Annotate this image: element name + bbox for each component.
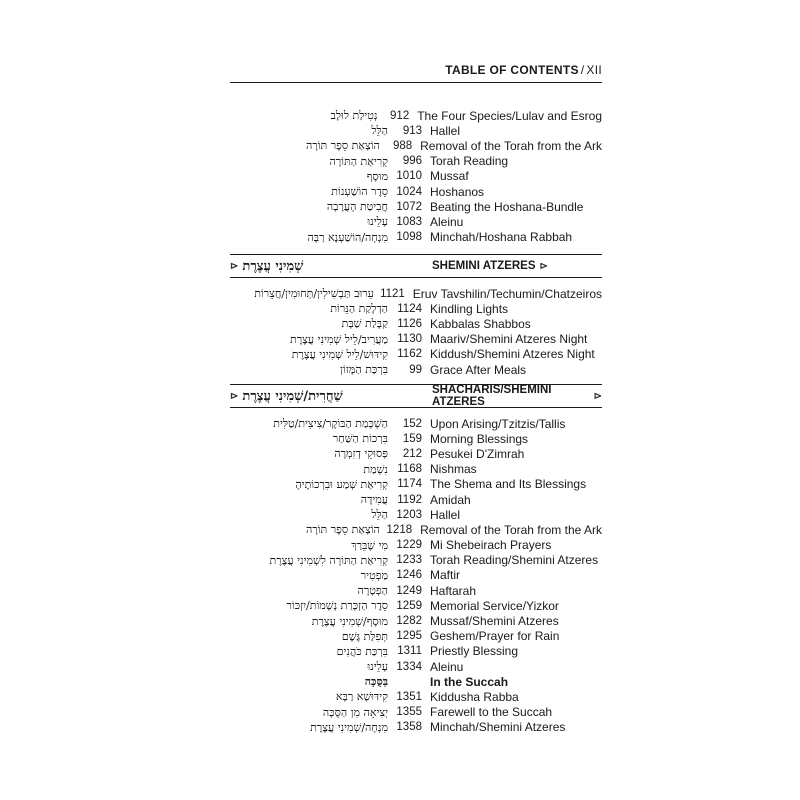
toc-block-shemini-atzeres-night bbox=[230, 286, 602, 377]
entry-english-title: Mussaf bbox=[430, 169, 469, 184]
entry-english-title: Hallel bbox=[430, 123, 461, 138]
section-header-shemini-atzeres bbox=[230, 254, 602, 278]
entry-page-number: 1124 bbox=[397, 302, 422, 315]
toc-entry bbox=[230, 659, 602, 674]
entry-english-title: Upon Arising/Tzitzis/Tallis bbox=[430, 416, 566, 431]
entry-hebrew-title: עֲמִידָה bbox=[360, 493, 388, 507]
entry-english-title: Torah Reading bbox=[430, 154, 509, 169]
entry-page-number: 996 bbox=[402, 155, 422, 168]
toc-entry bbox=[230, 431, 602, 446]
entry-page-number: 988 bbox=[392, 139, 413, 152]
toc-entry bbox=[230, 629, 602, 644]
section-english-text: SHEMINI ATZERES bbox=[432, 260, 536, 272]
toc-entry bbox=[230, 568, 602, 583]
entry-english-title: Memorial Service/Yizkor bbox=[430, 598, 559, 613]
entry-hebrew-title: עָלֵינוּ bbox=[367, 215, 388, 229]
entry-page-number: 1072 bbox=[396, 200, 422, 213]
entry-english-title: Kiddusha Rabba bbox=[430, 689, 519, 704]
entry-english-title: Mi Shebeirach Prayers bbox=[430, 538, 552, 553]
section-hebrew-title bbox=[230, 258, 410, 274]
entry-hebrew-title: בִּרְכַּת הַמָּזוֹן bbox=[340, 363, 388, 377]
entry-hebrew-title: סֵדֶר הוֹשַׁעְנוֹת bbox=[331, 185, 388, 199]
entry-english-title: Geshem/Prayer for Rain bbox=[430, 629, 560, 644]
toc-entry bbox=[230, 316, 602, 331]
entry-english-title: Aleinu bbox=[430, 214, 464, 229]
entry-page-number: 1295 bbox=[396, 630, 422, 643]
toc-entry bbox=[230, 613, 602, 628]
section-hebrew-title bbox=[230, 388, 410, 404]
entry-page-number: 1203 bbox=[396, 508, 422, 521]
entry-page-number: 1192 bbox=[397, 493, 422, 506]
toc-entry bbox=[230, 583, 602, 598]
entry-hebrew-title: חֲבִיטַת הָעֲרָבָה bbox=[326, 200, 388, 214]
entry-english-title: Torah Reading/Shemini Atzeres bbox=[430, 553, 599, 568]
entry-hebrew-title: מוּסָף/שְׁמִינִי עֲצֶרֶת bbox=[311, 614, 388, 628]
entry-page-number: 1218 bbox=[386, 523, 413, 536]
toc-entry bbox=[230, 522, 602, 537]
entry-page-number: 1168 bbox=[397, 463, 422, 476]
entry-page-number: 1130 bbox=[397, 333, 422, 346]
entry-hebrew-title: סֵדֶר הַזְכָּרַת נְשָׁמוֹת/יִזְכּוֹר bbox=[286, 599, 388, 613]
entry-english-title: Haftarah bbox=[430, 583, 477, 598]
ornament-icon: ⊳ bbox=[593, 390, 602, 402]
entry-page-number: 1083 bbox=[396, 215, 422, 228]
entry-page-number: 1311 bbox=[397, 645, 422, 658]
entry-hebrew-title: הוֹצָאַת סֵפֶר תּוֹרָה bbox=[305, 523, 380, 537]
entry-hebrew-title: מִנְחָה/הוֹשַׁעְנָא רַבָּה bbox=[307, 230, 388, 244]
entry-english-title: Minchah/Shemini Atzeres bbox=[430, 720, 566, 735]
toc-entry bbox=[230, 416, 602, 431]
ornament-icon: ⊲ bbox=[230, 390, 239, 402]
entry-page-number: 1121 bbox=[380, 287, 405, 300]
entry-page-number: 1233 bbox=[396, 554, 422, 567]
entry-english-title: Hoshanos bbox=[430, 184, 485, 199]
toc-entry bbox=[230, 462, 602, 477]
toc-entry bbox=[230, 184, 602, 199]
entry-hebrew-title: הוֹצָאַת סֵפֶר תּוֹרָה bbox=[305, 139, 380, 153]
entry-page-number: 99 bbox=[409, 363, 422, 376]
entry-page-number: 1229 bbox=[396, 539, 422, 552]
header-separator: / bbox=[580, 63, 585, 77]
entry-english-title: Nishmas bbox=[430, 462, 477, 477]
entry-english-title: Beating the Hoshana-Bundle bbox=[430, 199, 584, 214]
entry-page-number: 1282 bbox=[396, 615, 422, 628]
entry-hebrew-title: עֵרוּב תַּבְשִׁילִין/תְּחוּמִין/חֲצֵרוֹת bbox=[254, 287, 374, 301]
entry-english-title: In the Succah bbox=[430, 674, 509, 689]
section-english-title bbox=[410, 260, 602, 272]
toc-entry bbox=[230, 507, 602, 522]
ornament-icon: ⊳ bbox=[539, 260, 548, 272]
entry-hebrew-title: פְּסוּקֵי דְזִמְרָה bbox=[334, 447, 388, 461]
entry-hebrew-title: קְרִיאַת הַתּוֹרָה bbox=[329, 154, 388, 168]
header-title: TABLE OF CONTENTS bbox=[445, 63, 579, 77]
entry-hebrew-title: מוּסָף bbox=[366, 169, 388, 183]
toc-entry bbox=[230, 214, 602, 229]
entry-hebrew-title: הַלֵּל bbox=[371, 508, 388, 522]
toc-entry bbox=[230, 477, 602, 492]
entry-page-number: 1246 bbox=[396, 569, 422, 582]
toc-entry bbox=[230, 301, 602, 316]
section-hebrew-text: שְׁמִינִי עֲצֶרֶת bbox=[242, 259, 304, 274]
entry-page-number: 1351 bbox=[396, 690, 422, 703]
entry-english-title: Maariv/Shemini Atzeres Night bbox=[430, 332, 588, 347]
entry-english-title: The Shema and Its Blessings bbox=[430, 477, 587, 492]
entry-english-title: Minchah/Hoshana Rabbah bbox=[430, 230, 573, 245]
toc-entry bbox=[230, 347, 602, 362]
entry-hebrew-title: בִּרְכוֹת הַשַּׁחַר bbox=[332, 432, 388, 446]
entry-hebrew-title: נְטִילַת לוּלָב bbox=[330, 109, 378, 123]
toc-entry bbox=[230, 123, 602, 138]
toc-entry bbox=[230, 644, 602, 659]
entry-english-title: Kindling Lights bbox=[430, 301, 509, 316]
page-header bbox=[230, 60, 602, 83]
toc-entry bbox=[230, 446, 602, 461]
toc-entry bbox=[230, 332, 602, 347]
entry-english-title: Maftir bbox=[430, 568, 460, 583]
entry-page-number: 1098 bbox=[396, 231, 422, 244]
entry-page-number: 1010 bbox=[396, 170, 422, 183]
entry-english-title: Amidah bbox=[430, 492, 471, 507]
toc-block-shacharis-shemini-atzeres bbox=[230, 416, 602, 735]
entry-hebrew-title: מַעֲרִיב/לֵיל שְׁמִינִי עֲצֶרֶת bbox=[290, 332, 388, 346]
entry-english-title: Grace After Meals bbox=[430, 362, 527, 377]
entry-hebrew-title: קִידּוּשׁ/לֵיל שְׁמִינִי עֲצֶרֶת bbox=[291, 347, 388, 361]
entry-english-title: Aleinu bbox=[430, 659, 464, 674]
entry-english-title: Farewell to the Succah bbox=[430, 705, 553, 720]
entry-page-number: 913 bbox=[402, 124, 422, 137]
entry-hebrew-title: יְצִיאָה מִן הַסֻּכָּה bbox=[322, 705, 388, 719]
section-english-title bbox=[410, 384, 602, 408]
entry-hebrew-title: הַלֵּל bbox=[371, 124, 388, 138]
entry-page-number: 1259 bbox=[396, 599, 422, 612]
entry-hebrew-title: נִשְׁמַת bbox=[363, 462, 388, 476]
toc-subheading bbox=[230, 674, 602, 689]
entry-page-number: 1355 bbox=[396, 706, 422, 719]
entry-hebrew-title: קְרִיאַת שְׁמַע וּבִרְכוֹתֶיהָ bbox=[295, 477, 388, 491]
entry-english-title: Kabbalas Shabbos bbox=[430, 316, 531, 331]
toc-entry bbox=[230, 154, 602, 169]
entry-page-number: 212 bbox=[402, 447, 422, 460]
entry-page-number: 1174 bbox=[397, 478, 422, 491]
section-header-shacharis-shemini-atzeres bbox=[230, 384, 602, 408]
entry-hebrew-title: תְּפִלַּת גֶּשֶׁם bbox=[341, 629, 388, 643]
entry-english-title: Removal of the Torah from the Ark bbox=[420, 522, 602, 537]
entry-page-number: 1162 bbox=[397, 348, 422, 361]
toc-entry bbox=[230, 362, 602, 377]
entry-hebrew-title: הַפְטָרָה bbox=[357, 584, 388, 598]
toc-entry bbox=[230, 199, 602, 214]
entry-hebrew-title: הַשְׁכָּמַת הַבּוֹקֶר/צִיצִית/טַלִּית bbox=[273, 417, 388, 431]
ornament-icon: ⊲ bbox=[230, 260, 239, 272]
toc-entry bbox=[230, 169, 602, 184]
entry-hebrew-title: בִּרְכַּת כֹּהֲנִים bbox=[336, 644, 388, 658]
entry-hebrew-title: קְרִיאַת הַתּוֹרָה לִשְׁמִינִי עֲצֶרֶת bbox=[269, 553, 388, 567]
entry-english-title: Eruv Tavshilin/Techumin/Chatzeiros bbox=[412, 286, 602, 301]
toc-entry bbox=[230, 720, 602, 735]
toc-entry bbox=[230, 286, 602, 301]
entry-english-title: Pesukei D'Zimrah bbox=[430, 446, 525, 461]
section-english-text: SHACHARIS/SHEMINI ATZERES bbox=[432, 384, 552, 408]
entry-page-number: 152 bbox=[402, 417, 422, 430]
entry-page-number: 1358 bbox=[396, 721, 422, 734]
entry-page-number: 1126 bbox=[397, 317, 422, 330]
entry-page-number: 1249 bbox=[396, 584, 422, 597]
entry-hebrew-title: מִנְחָה/שְׁמִינִי עֲצֶרֶת bbox=[310, 720, 388, 734]
toc-entry bbox=[230, 553, 602, 568]
entry-english-title: Hallel bbox=[430, 507, 461, 522]
entry-hebrew-title: קִידּוּשָׁא רַבָּא bbox=[335, 690, 388, 704]
entry-english-title: Mussaf/Shemini Atzeres bbox=[430, 614, 559, 629]
toc-entry bbox=[230, 689, 602, 704]
entry-english-title: Priestly Blessing bbox=[430, 644, 519, 659]
entry-english-title: The Four Species/Lulav and Esrog bbox=[417, 108, 602, 123]
toc-entry bbox=[230, 598, 602, 613]
entry-hebrew-title: מִי שֶׁבֵּרַךְ bbox=[351, 538, 388, 552]
entry-hebrew-title: מַפְטִיר bbox=[360, 568, 388, 582]
toc-entry bbox=[230, 492, 602, 507]
toc-entry bbox=[230, 538, 602, 553]
entry-hebrew-title: עָלֵינוּ bbox=[367, 660, 388, 674]
entry-hebrew-title: הַדְלָקַת הַנֵּרוֹת bbox=[330, 302, 388, 316]
toc-block-sukkos-shacharis bbox=[230, 108, 602, 245]
entry-hebrew-title: קַבָּלַת שַׁבָּת bbox=[341, 317, 388, 331]
section-hebrew-text: שַׁחֲרִית/שְׁמִינִי עֲצֶרֶת bbox=[242, 389, 343, 404]
toc-entry bbox=[230, 108, 602, 123]
entry-english-title: Morning Blessings bbox=[430, 431, 529, 446]
entry-page-number: 159 bbox=[402, 432, 422, 445]
entry-page-number: 1334 bbox=[396, 660, 422, 673]
toc-entry bbox=[230, 138, 602, 153]
toc-entry bbox=[230, 230, 602, 245]
toc-entry bbox=[230, 705, 602, 720]
entry-hebrew-title: בַּסֻּכָּה bbox=[364, 675, 388, 689]
entry-page-number: 912 bbox=[390, 109, 410, 122]
entry-english-title: Removal of the Torah from the Ark bbox=[420, 138, 602, 153]
entry-english-title: Kiddush/Shemini Atzeres Night bbox=[430, 347, 595, 362]
header-page-number: XII bbox=[586, 63, 602, 77]
entry-page-number: 1024 bbox=[396, 185, 422, 198]
